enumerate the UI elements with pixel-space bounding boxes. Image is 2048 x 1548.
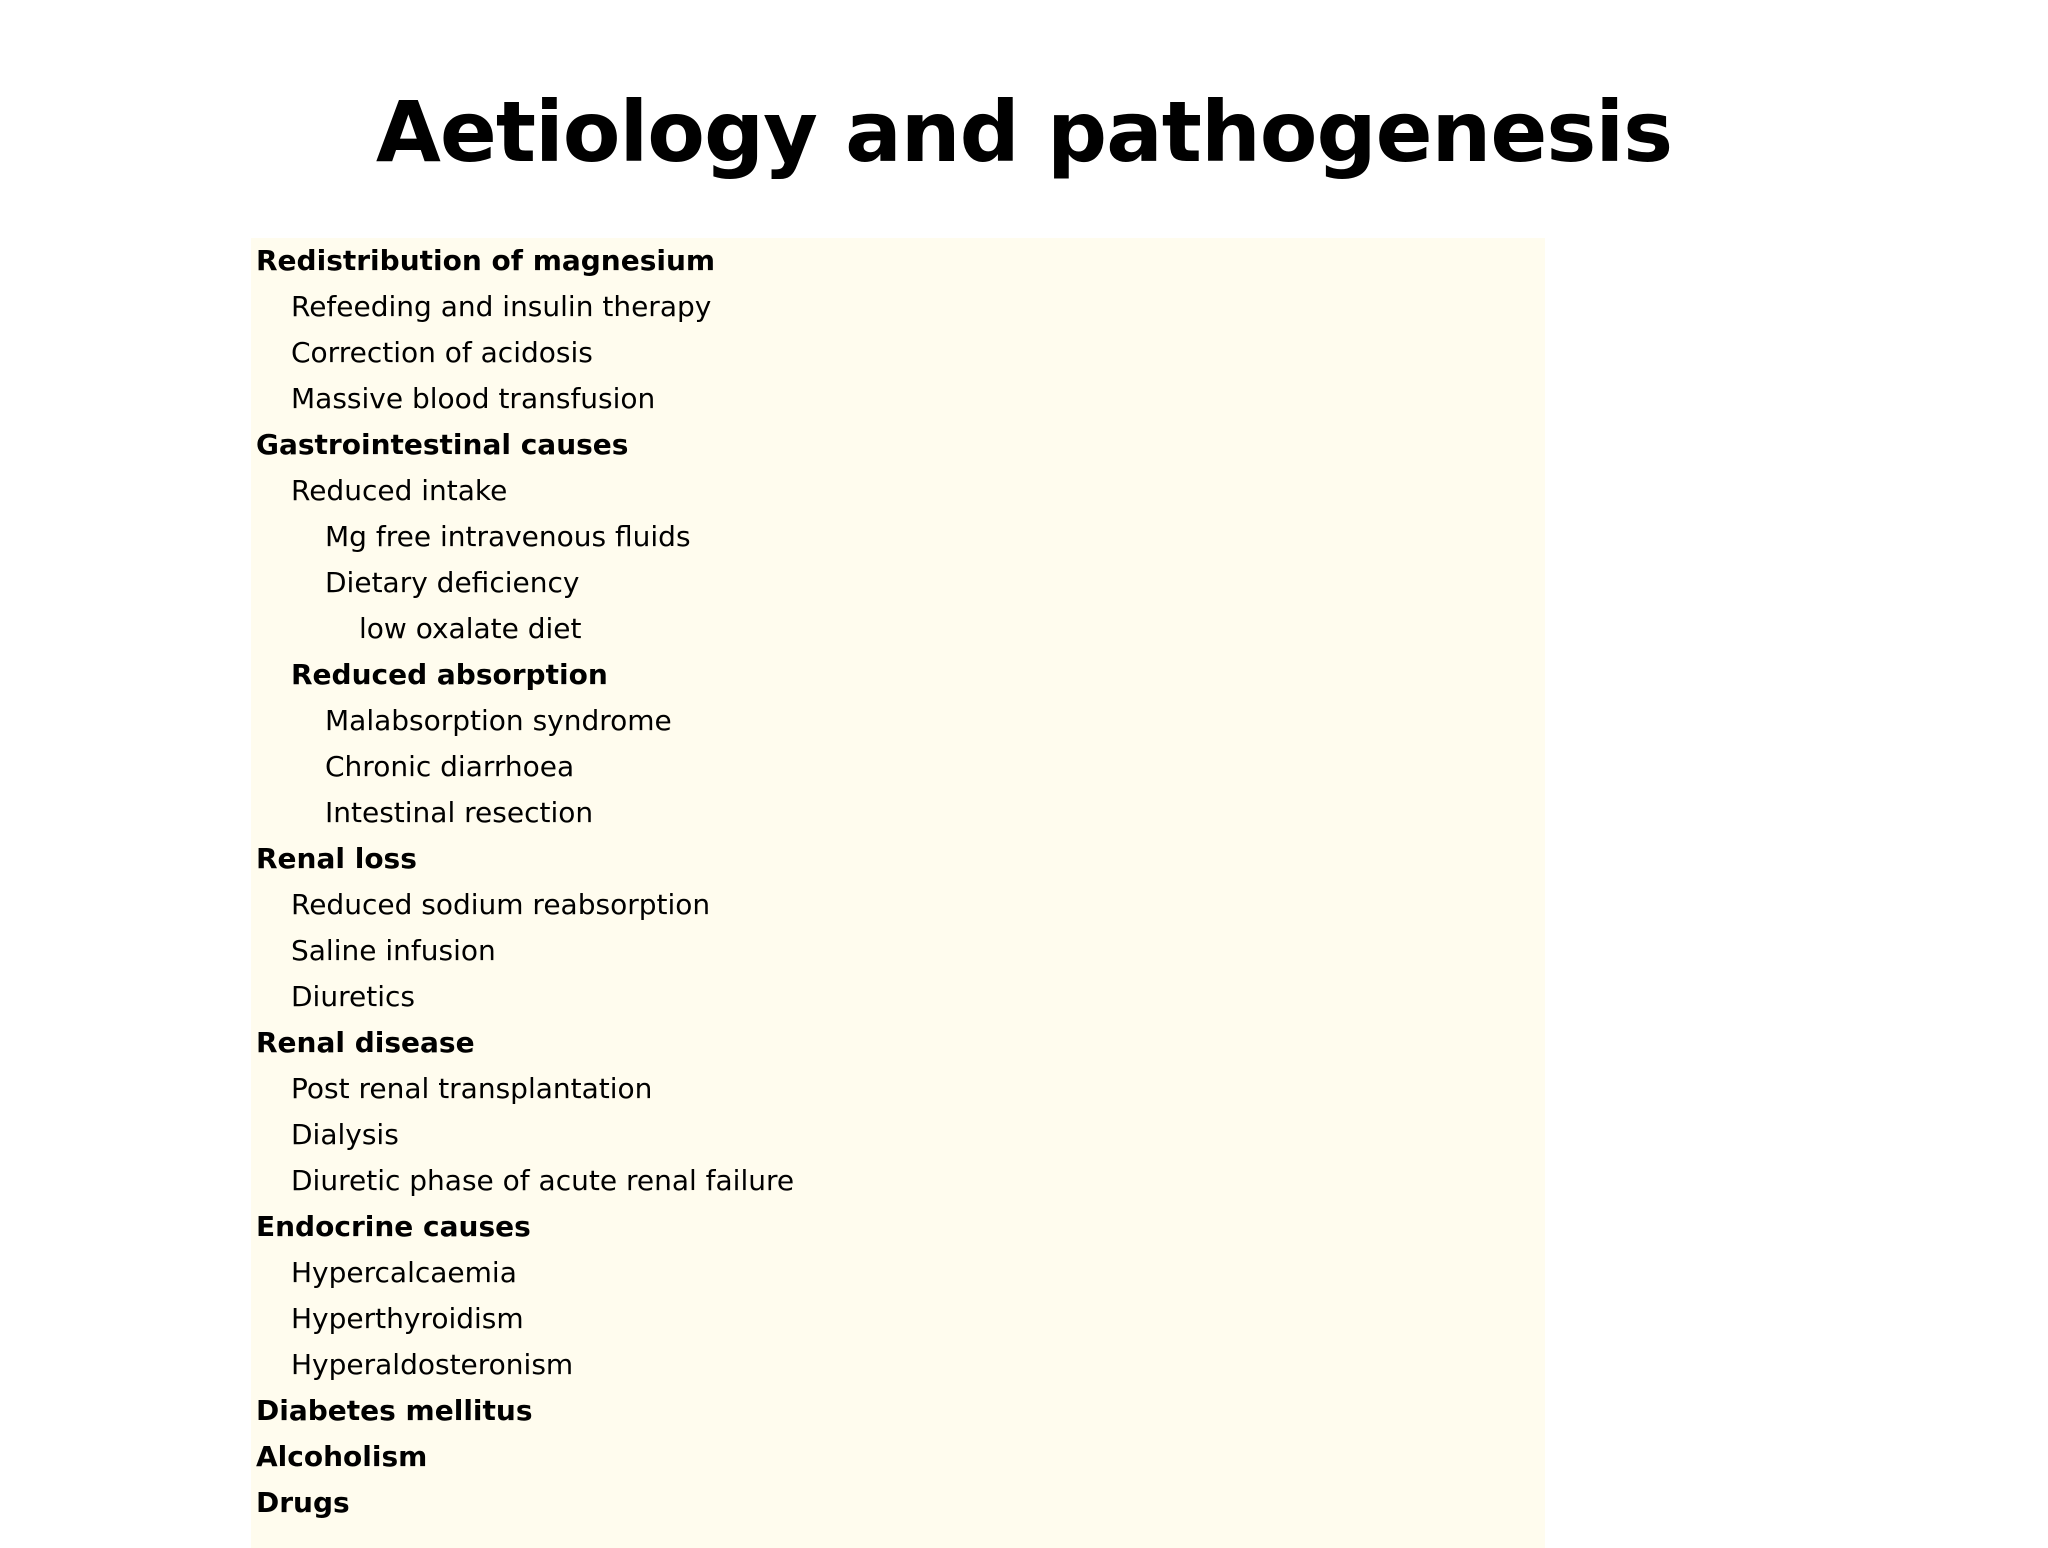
- cause-item: Post renal transplantation: [291, 1072, 653, 1105]
- cause-item: Dialysis: [291, 1118, 399, 1151]
- cause-item: Malabsorption syndrome: [325, 704, 672, 737]
- cause-item: Mg free intravenous fluids: [325, 520, 691, 553]
- cause-category: Redistribution of magnesium: [256, 244, 716, 277]
- cause-item: Chronic diarrhoea: [325, 750, 575, 783]
- cause-item: Diuretic phase of acute renal failure: [291, 1164, 795, 1197]
- cause-item: Correction of acidosis: [291, 336, 593, 369]
- cause-item: Refeeding and insulin therapy: [291, 290, 712, 323]
- cause-category: Renal loss: [256, 842, 417, 875]
- cause-item: Reduced sodium reabsorption: [291, 888, 711, 921]
- cause-item: Reduced absorption: [291, 658, 608, 691]
- slide-title: Aetiology and pathogenesis: [375, 83, 1673, 181]
- cause-category: Drugs: [256, 1486, 350, 1519]
- cause-item: Hyperthyroidism: [291, 1302, 524, 1335]
- cause-item: Reduced intake: [291, 474, 508, 507]
- cause-item: Dietary deficiency: [325, 566, 580, 599]
- causes-panel: [251, 238, 1545, 1548]
- cause-item: Massive blood transfusion: [291, 382, 656, 415]
- cause-item: Saline infusion: [291, 934, 496, 967]
- cause-item: Intestinal resection: [325, 796, 594, 829]
- cause-item: Diuretics: [291, 980, 415, 1013]
- causes-list: [256, 238, 794, 1526]
- cause-category: Endocrine causes: [256, 1210, 531, 1243]
- cause-category: Diabetes mellitus: [256, 1394, 533, 1427]
- cause-category: Renal disease: [256, 1026, 475, 1059]
- cause-item: Hypercalcaemia: [291, 1256, 517, 1289]
- cause-item: Hyperaldosteronism: [291, 1348, 574, 1381]
- cause-category: Gastrointestinal causes: [256, 428, 629, 461]
- cause-item: low oxalate diet: [359, 612, 582, 645]
- cause-category: Alcoholism: [256, 1440, 428, 1473]
